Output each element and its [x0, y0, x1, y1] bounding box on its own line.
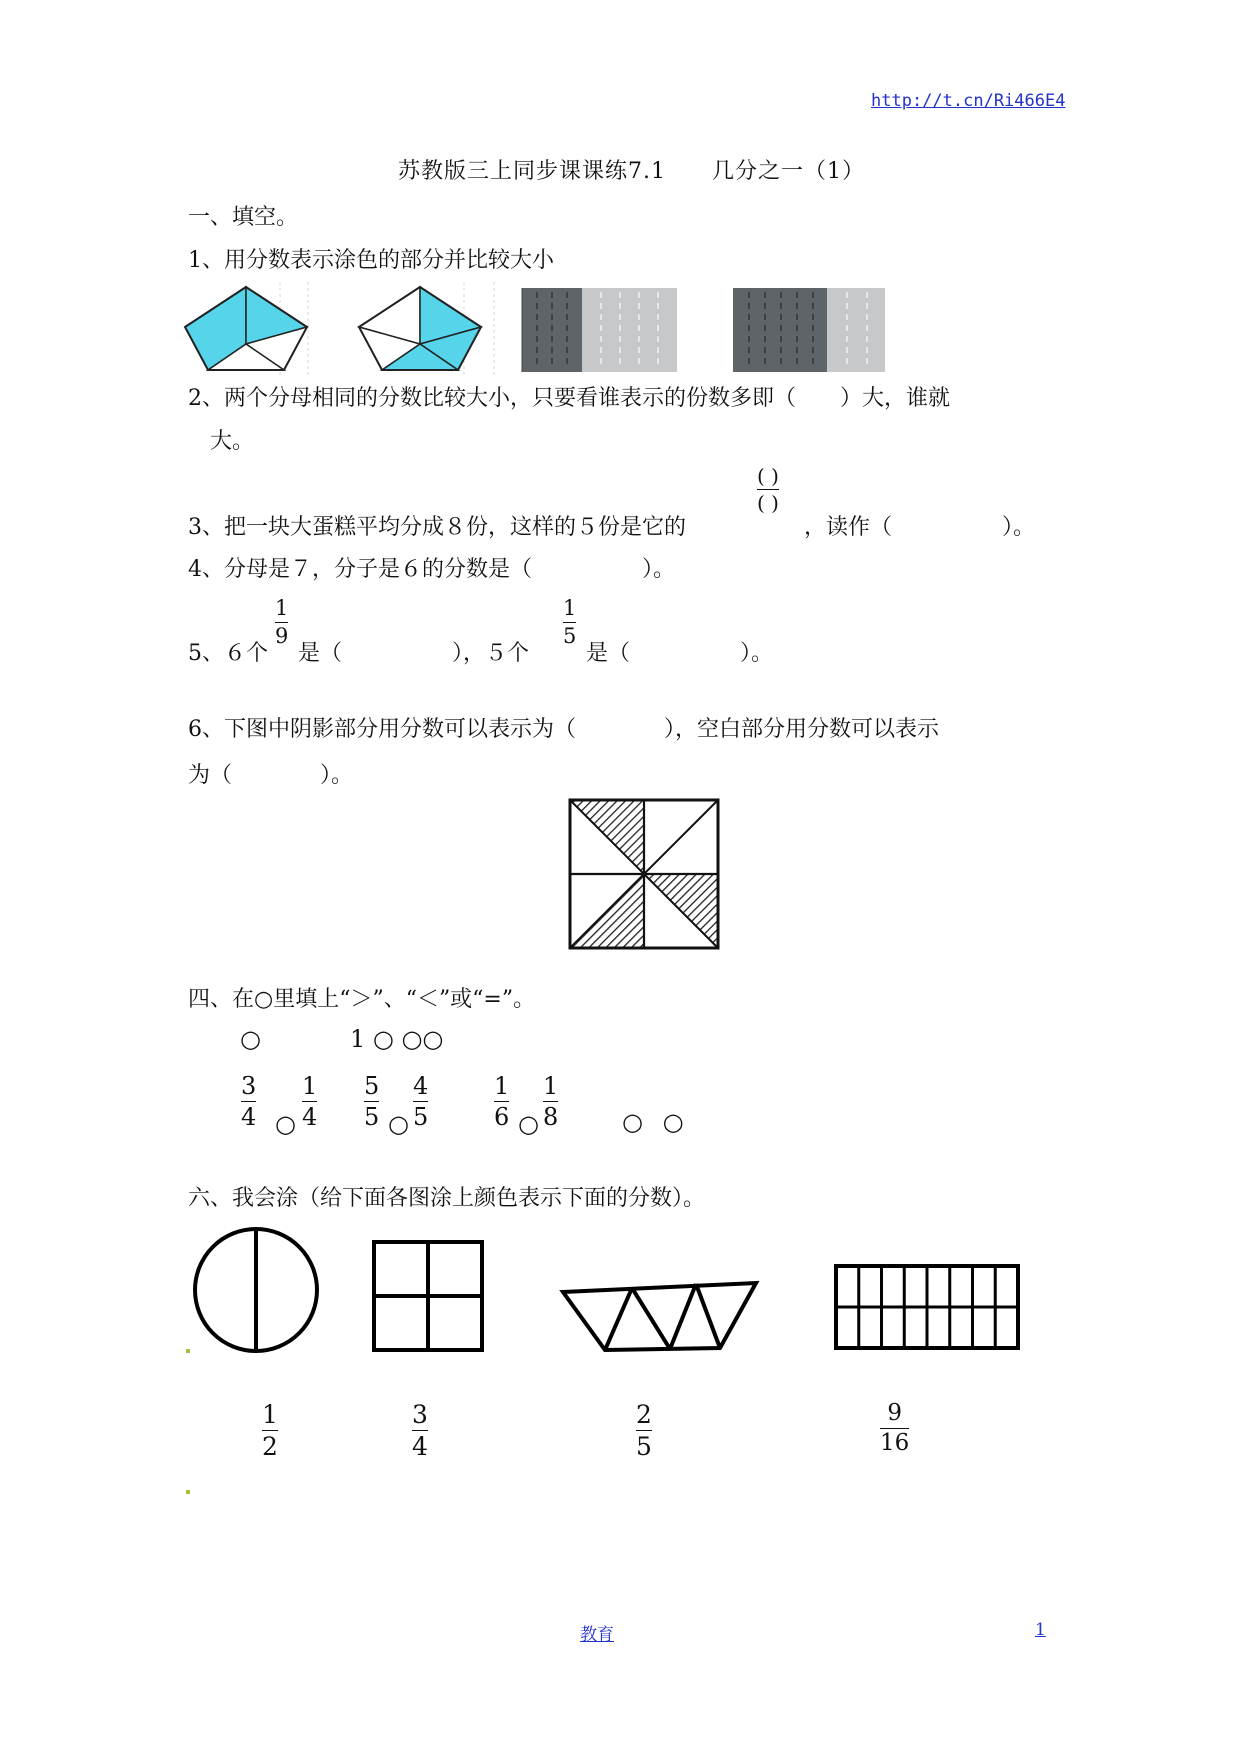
shape-trapezoid-triangles [560, 1280, 760, 1352]
q1-pentagon-right [354, 282, 514, 378]
compare-circle[interactable]: ○ [275, 1110, 296, 1138]
question-6-line2: 为（ ）。 [188, 763, 354, 788]
compare-fraction-1-6 [494, 1074, 509, 1129]
fraction-denominator: 5 [636, 1432, 652, 1461]
header-url-link[interactable]: http://t.cn/Ri466E4 [871, 91, 1066, 111]
fraction-bar [636, 1430, 652, 1431]
shade-fraction-3-4 [412, 1402, 428, 1459]
question-4: 4、分母是７，分子是６的分数是（ ）。 [188, 557, 675, 582]
fraction-denominator: 5 [364, 1103, 380, 1131]
fraction-bar [302, 1101, 317, 1102]
fraction-bar [757, 489, 779, 490]
fraction-denominator: 5 [413, 1103, 429, 1131]
fraction-numerator: 4 [413, 1072, 429, 1100]
fraction-numerator: 2 [636, 1400, 652, 1429]
fraction-numerator: 1 [543, 1072, 559, 1100]
shape-square-quarters [372, 1240, 484, 1352]
question-5-fraction-2 [563, 598, 576, 647]
compare-circle[interactable]: ○ [388, 1110, 409, 1138]
fraction-denominator: 2 [262, 1432, 278, 1461]
fraction-bar [364, 1101, 379, 1102]
fraction-denominator: 9 [275, 624, 289, 648]
fraction-denominator: ( ) [757, 491, 779, 515]
q1-bar-right [733, 288, 885, 372]
fraction-bar [412, 1430, 428, 1431]
question-5-a: 5、６个 [188, 641, 268, 666]
question-2-line2: 大。 [210, 429, 255, 454]
fraction-numerator: 1 [262, 1400, 278, 1429]
question-3-text: 3、把一块大蛋糕平均分成８份，这样的５份是它的 [188, 515, 686, 540]
question-2-line1: 2、两个分母相同的分数比较大小，只要看谁表示的份数多即（ ）大，谁就 [188, 386, 950, 411]
fraction-numerator: 3 [241, 1072, 257, 1100]
section1-heading: 一、填空。 [188, 205, 299, 230]
footer-center-link[interactable]: 教育 [580, 1625, 614, 1645]
question-3-read-as: ，读作（ ）。 [804, 515, 1036, 540]
shape-circle-halves [192, 1226, 320, 1354]
compare-fraction-1-8 [543, 1074, 558, 1129]
compare-fraction-5-5 [364, 1074, 379, 1129]
fraction-denominator: 6 [494, 1103, 510, 1131]
page-title: 苏教版三上同步课课练7.1 几分之一（1） [398, 159, 865, 184]
compare-circle[interactable]: ○ [518, 1110, 539, 1138]
fraction-numerator: 9 [887, 1400, 902, 1426]
q1-bar-left [522, 288, 677, 372]
fraction-bar [413, 1101, 428, 1102]
stray-dot [186, 1349, 190, 1353]
question-5-fraction-1 [275, 598, 288, 647]
stray-dot [186, 1490, 190, 1494]
fraction-bar [494, 1101, 509, 1102]
compare-circle[interactable]: ○ [240, 1025, 261, 1053]
fraction-numerator: ( ) [757, 464, 779, 488]
section6-heading: 六、我会涂（给下面各图涂上颜色表示下面的分数）。 [188, 1186, 706, 1211]
shade-fraction-2-5 [636, 1402, 652, 1459]
question-5-b: 是（ ），５个 [298, 641, 530, 666]
shade-fraction-1-2 [262, 1402, 278, 1459]
shape-grid-sixteen [834, 1264, 1020, 1350]
question-3-blank-fraction [757, 466, 779, 513]
question-1: 1、用分数表示涂色的部分并比较大小 [188, 248, 554, 273]
fraction-numerator: 1 [275, 596, 289, 620]
fraction-denominator: 4 [302, 1103, 318, 1131]
fraction-bar [543, 1101, 558, 1102]
fraction-denominator: 5 [563, 624, 577, 648]
fraction-denominator: 4 [241, 1103, 257, 1131]
fraction-bar [880, 1428, 909, 1429]
fraction-bar [563, 622, 576, 623]
section4-heading: 四、在○里填上“＞”、“＜”或“=”。 [188, 987, 536, 1012]
fraction-numerator: 5 [364, 1072, 380, 1100]
fraction-denominator: 8 [543, 1103, 559, 1131]
question-6-line1: 6、下图中阴影部分用分数可以表示为（ ），空白部分用分数可以表示 [188, 717, 939, 742]
fraction-denominator: 16 [880, 1430, 910, 1456]
compare-fraction-4-5 [413, 1074, 428, 1129]
q1-pentagon-left [180, 282, 340, 378]
compare-row1-text: 1 ○ ○○ [350, 1025, 444, 1053]
fraction-bar [262, 1430, 278, 1431]
compare-fraction-3-4 [241, 1074, 256, 1129]
shade-fraction-9-16 [880, 1402, 909, 1455]
fraction-numerator: 1 [302, 1072, 318, 1100]
fraction-bar [275, 622, 288, 623]
fraction-bar [241, 1101, 256, 1102]
q6-hatched-square [568, 798, 720, 950]
compare-fraction-1-4 [302, 1074, 317, 1129]
fraction-denominator: 4 [412, 1432, 428, 1461]
fraction-numerator: 1 [494, 1072, 510, 1100]
fraction-numerator: 3 [412, 1400, 428, 1429]
fraction-numerator: 1 [563, 596, 577, 620]
footer-page-number[interactable]: 1 [1035, 1620, 1046, 1640]
compare-trailing-circles[interactable]: ○ ○ [622, 1108, 690, 1136]
question-5-c: 是（ ）。 [586, 641, 774, 666]
